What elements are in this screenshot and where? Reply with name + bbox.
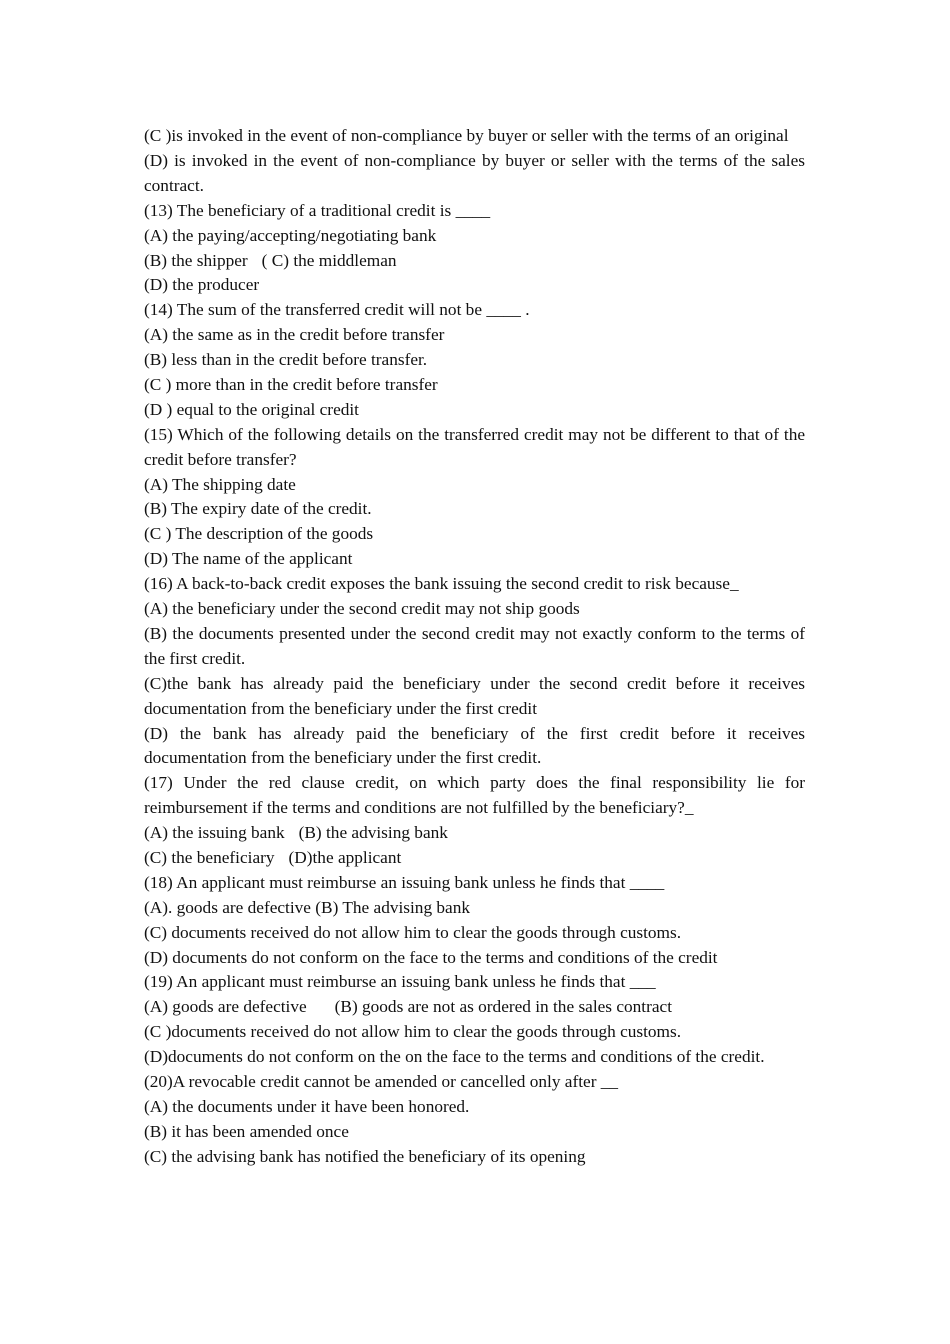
q15-option-a: (A) The shipping date — [144, 474, 296, 494]
q19-options-a-b — [144, 995, 805, 1020]
q16-option-c: (C)the bank has already paid the beneficiary under the second credit before it receives documentation from the beneficiary under the first credit — [144, 673, 805, 718]
q17-option-b: (B) the advising bank — [298, 823, 448, 843]
q13-option-a: (A) the paying/accepting/negotiating bank — [144, 225, 437, 245]
q19-option-a: (A) goods are defective — [144, 997, 307, 1017]
q19-option-b: (B) goods are not as ordered in the sales contract — [334, 997, 673, 1017]
q18-options-a-b: (A). goods are defective (B) The advising bank — [144, 897, 470, 917]
question-13: (13) The beneficiary of a traditional credit is ____ — [144, 200, 491, 220]
q16-option-d: (D) the bank has already paid the beneficiary of the first credit before it receives documentation from the beneficiary under the first credit. — [144, 723, 805, 768]
q13-options-b-c — [144, 249, 805, 274]
q17-options-a-b — [144, 821, 805, 846]
q14-option-b: (B) less than in the credit before transfer. — [144, 350, 428, 370]
q13-option-b: (B) the shipper — [144, 250, 248, 270]
q14-option-c: (C ) more than in the credit before transfer — [144, 374, 438, 394]
q19-option-d: (D)documents do not conform on the on the face to the terms and conditions of the credit. — [144, 1047, 765, 1067]
q17-option-a: (A) the issuing bank — [144, 823, 285, 843]
question-19: (19) An applicant must reimburse an issuing bank unless he finds that ___ — [144, 972, 656, 992]
q17-options-c-d — [144, 846, 805, 871]
q13-option-d: (D) the producer — [144, 275, 260, 295]
question-15: (15) Which of the following details on the transferred credit may not be different to that of the credit before transfer? — [144, 424, 805, 469]
q14-option-a: (A) the same as in the credit before transfer — [144, 325, 445, 345]
q20-option-a: (A) the documents under it have been honored. — [144, 1096, 470, 1116]
question-17: (17) Under the red clause credit, on which party does the final responsibility lie for reimbursement if the terms and conditions are not fulfilled by the beneficiary?_ — [144, 773, 805, 818]
q17-option-c: (C) the beneficiary — [144, 848, 275, 868]
q16-option-a: (A) the beneficiary under the second credit may not ship goods — [144, 599, 580, 618]
q15-option-d: (D) The name of the applicant — [144, 549, 353, 569]
q19-option-c: (C )documents received do not allow him to clear the goods through customs. — [144, 1022, 682, 1042]
question-14: (14) The sum of the transferred credit will not be ____ . — [144, 300, 530, 320]
document-page — [144, 124, 805, 1170]
option-d-sales-contract: (D) is invoked in the event of non-compliance by buyer or seller with the terms of the sales contract. — [144, 150, 805, 195]
question-16: (16) A back-to-back credit exposes the bank issuing the second credit to risk because_ — [144, 574, 739, 594]
q14-option-d: (D ) equal to the original credit — [144, 399, 359, 419]
q18-option-c: (C) documents received do not allow him to clear the goods through customs. — [144, 922, 682, 942]
option-c-original: (C )is invoked in the event of non-compliance by buyer or seller with the terms of an original — [144, 126, 789, 145]
q16-option-b: (B) the documents presented under the second credit may not exactly conform to the terms of the first credit. — [144, 623, 805, 668]
q15-option-b: (B) The expiry date of the credit. — [144, 499, 372, 519]
q20-option-c: (C) the advising bank has notified the beneficiary of its opening — [144, 1146, 586, 1166]
question-20: (20)A revocable credit cannot be amended or cancelled only after __ — [144, 1072, 619, 1092]
q20-option-b: (B) it has been amended once — [144, 1121, 349, 1141]
q17-option-d: (D)the applicant — [288, 848, 402, 868]
q18-option-d: (D) documents do not conform on the face to the terms and conditions of the credit — [144, 947, 718, 967]
q15-option-c: (C ) The description of the goods — [144, 524, 374, 544]
q13-option-c: ( C) the middleman — [261, 250, 397, 270]
question-18: (18) An applicant must reimburse an issuing bank unless he finds that ____ — [144, 872, 665, 892]
